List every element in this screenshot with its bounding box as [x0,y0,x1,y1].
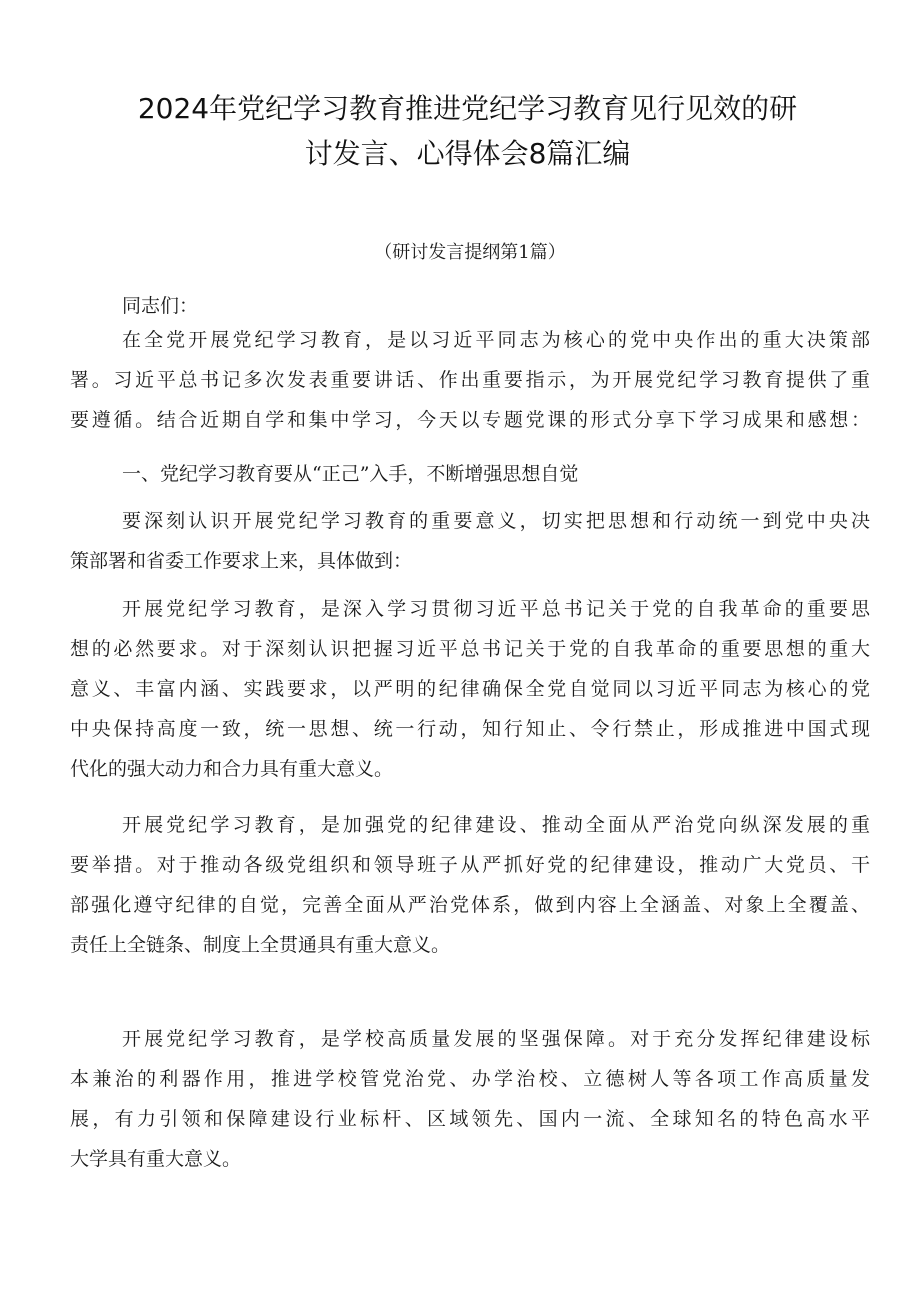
title-line-1: 2024年党纪学习教育推进党纪学习教育见行见效的研 [137,92,798,125]
paragraph-significance-1 [70,589,870,789]
paragraph-line: 责任上全链条、制度上全贯通具有重大意义。 [70,934,451,956]
paragraph-line: 要遵循。结合近期自学和集中学习，今天以专题党课的形式分享下学习成果和感想： [70,409,870,431]
section-heading-text: 一、党纪学习教育要从“正己”入手，不断增强思想自觉 [122,463,579,485]
paragraph-significance-2 [70,805,870,965]
section-heading-1 [70,454,870,494]
paragraph-line: 展，有力引领和保障建设行业标杆、区域领先、国内一流、全球知名的特色高水平 [70,1108,870,1130]
paragraph-line: 要深刻认识开展党纪学习教育的重要意义，切实把思想和行动统一到党中央决 [122,510,870,532]
paragraph-significance-3 [70,1019,870,1179]
paragraph-line: 策部署和省委工作要求上来，具体做到： [70,550,413,572]
paragraph-line: 部强化遵守纪律的自觉，完善全面从严治党体系，做到内容上全涵盖、对象上全覆盖、 [70,894,870,916]
paragraph-requirements [70,501,870,581]
paragraph-line: 要举措。对于推动各级党组织和领导班子从严抓好党的纪律建设，推动广大党员、干 [70,854,870,876]
paragraph-line: 在全党开展党纪学习教育，是以习近平同志为核心的党中央作出的重大决策部 [122,329,870,351]
paragraph-line: 大学具有重大意义。 [70,1148,242,1170]
paragraph-line: 本兼治的利器作用，推进学校管党治党、办学治校、立德树人等各项工作高质量发 [70,1068,870,1090]
title-line-2: 讨发言、心得体会8篇汇编 [304,137,631,170]
paragraph-line: 署。习近平总书记多次发表重要讲话、作出重要指示，为开展党纪学习教育提供了重 [70,369,870,391]
paragraph-line: 想的必然要求。对于深刻认识把握习近平总书记关于党的自我革命的重要思想的重大 [70,638,870,660]
document-title [100,86,835,176]
paragraph-line: 开展党纪学习教育，是深入学习贯彻习近平总书记关于党的自我革命的重要思 [122,598,870,620]
paragraph-line: 开展党纪学习教育，是学校高质量发展的坚强保障。对于充分发挥纪律建设标 [122,1028,870,1050]
document-subtitle: （研讨发言提纲第1篇） [374,242,566,263]
salutation-text: 同志们： [122,295,199,317]
paragraph-line: 意义、丰富内涵、实践要求，以严明的纪律确保全党自觉同以习近平同志为核心的党 [70,678,870,700]
paragraph-line: 代化的强大动力和合力具有重大意义。 [70,758,394,780]
paragraph-line: 中央保持高度一致，统一思想、统一行动，知行知止、令行禁止，形成推进中国式现 [70,718,870,740]
paragraph-intro [70,320,870,440]
paragraph-line: 开展党纪学习教育，是加强党的纪律建设、推动全面从严治党向纵深发展的重 [122,814,870,836]
